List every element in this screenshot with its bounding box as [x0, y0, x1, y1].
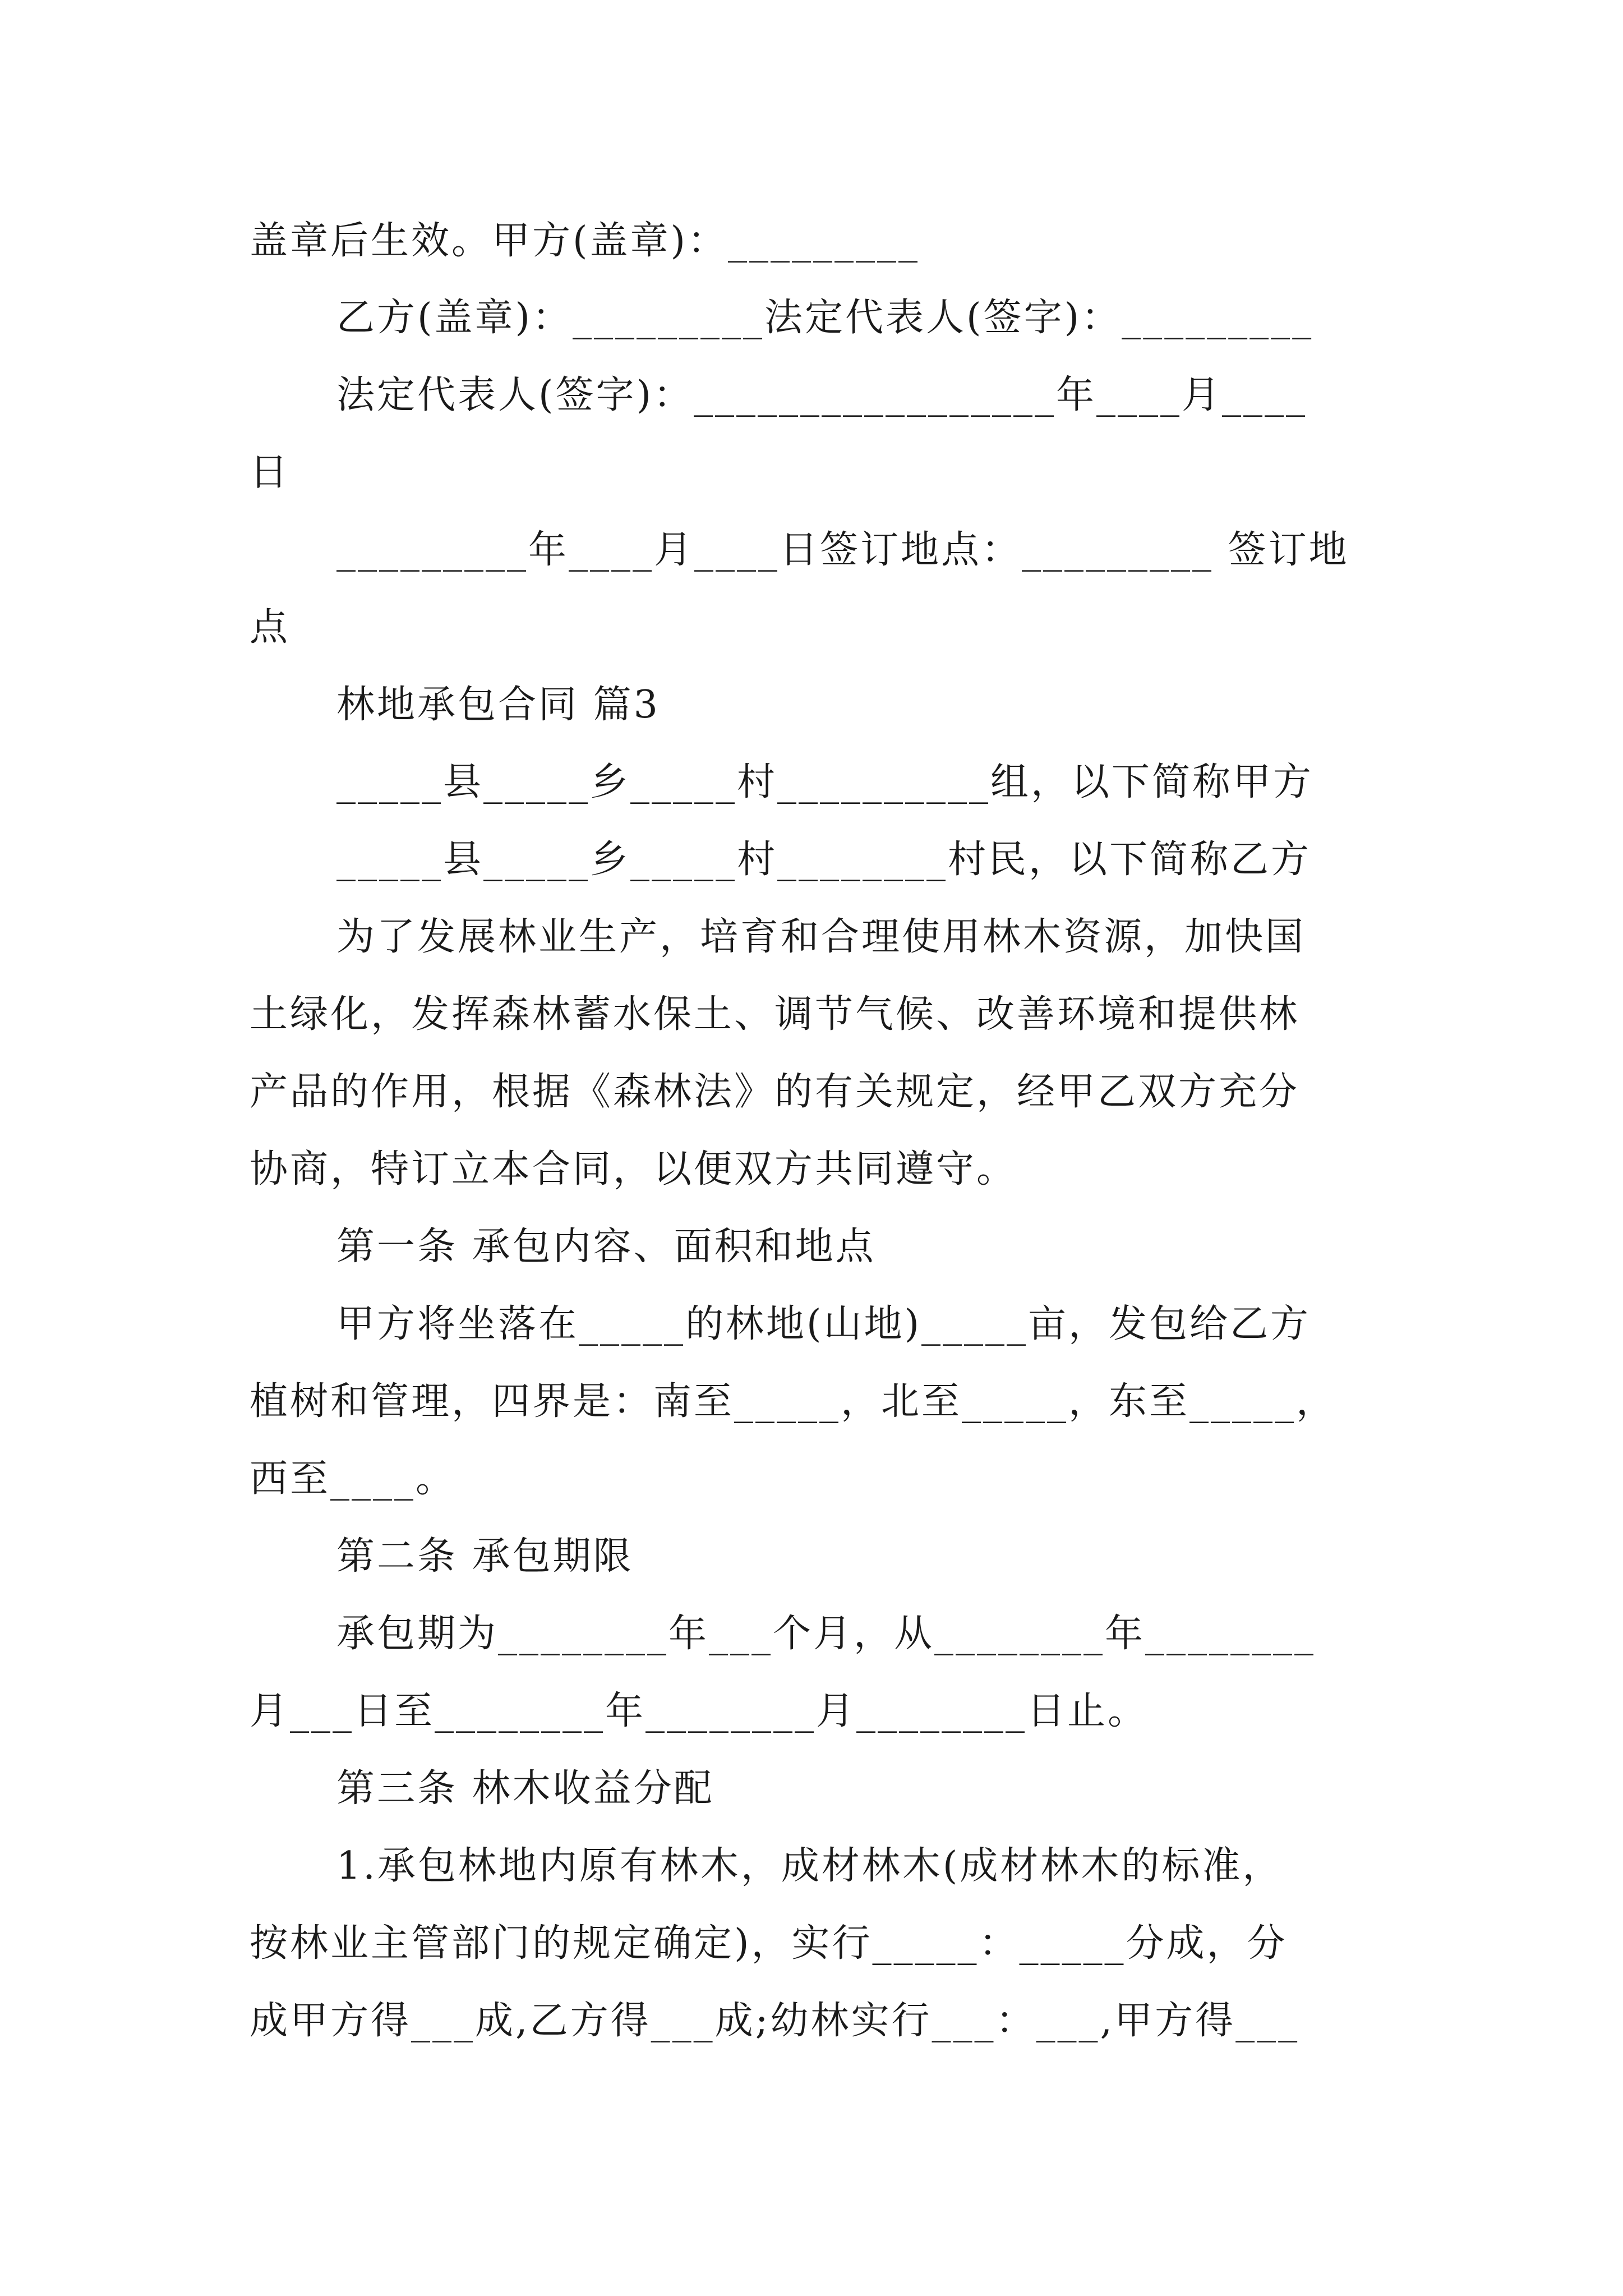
text-line-10: 为了发展林业生产，培育和合理使用林木资源，加快国: [336, 915, 1306, 959]
text-line-9: _____县_____乡_____村________村民，以下简称乙方: [336, 838, 1312, 882]
text-line-12: 产品的作用，根据《森林法》的有关规定，经甲乙双方充分: [250, 1070, 1300, 1114]
text-line-8: _____县_____乡_____村__________组，以下简称甲方: [336, 760, 1314, 804]
text-line-20: 月___日至________年________月________日止。: [250, 1689, 1149, 1733]
article-3-heading: 第三条 林木收益分配: [336, 1766, 714, 1811]
section-heading: 林地承包合同 篇3: [336, 683, 660, 727]
text-line-17: 西至____。: [250, 1457, 457, 1501]
text-line-16: 植树和管理，四界是：南至_____，北至_____，东至_____，: [250, 1379, 1337, 1424]
article-1-heading: 第一条 承包内容、面积和地点: [336, 1225, 876, 1269]
text-line-13: 协商，特订立本合同，以便双方共同遵守。: [250, 1147, 1017, 1191]
text-line-2: 乙方(盖章)：_________法定代表人(签字)：_________: [336, 296, 1314, 340]
text-line-22: 1.承包林地内原有林木，成材林木(成材林木的标准，: [336, 1844, 1283, 1888]
text-line-1: 盖章后生效。甲方(盖章)：_________: [250, 219, 920, 263]
article-2-heading: 第二条 承包期限: [336, 1534, 634, 1579]
text-line-24: 成甲方得___成,乙方得___成;幼林实行___：___,甲方得___: [250, 1999, 1300, 2043]
text-line-11: 土绿化，发挥森林蓄水保土、调节气候、改善环境和提供林: [250, 992, 1300, 1037]
text-line-15: 甲方将坐落在_____的林地(山地)_____亩，发包给乙方: [336, 1302, 1311, 1346]
text-line-23: 按林业主管部门的规定确定)，实行_____：_____分成，分: [250, 1921, 1288, 1966]
text-line-3: 法定代表人(签字)：_________________年____月____: [336, 373, 1308, 417]
text-line-4: 日: [250, 450, 291, 495]
text-line-6: 点: [250, 605, 291, 650]
text-line-19: 承包期为________年___个月，从________年________: [336, 1612, 1316, 1656]
text-line-5: _________年____月____日签订地点：_________ 签订地: [336, 528, 1349, 572]
